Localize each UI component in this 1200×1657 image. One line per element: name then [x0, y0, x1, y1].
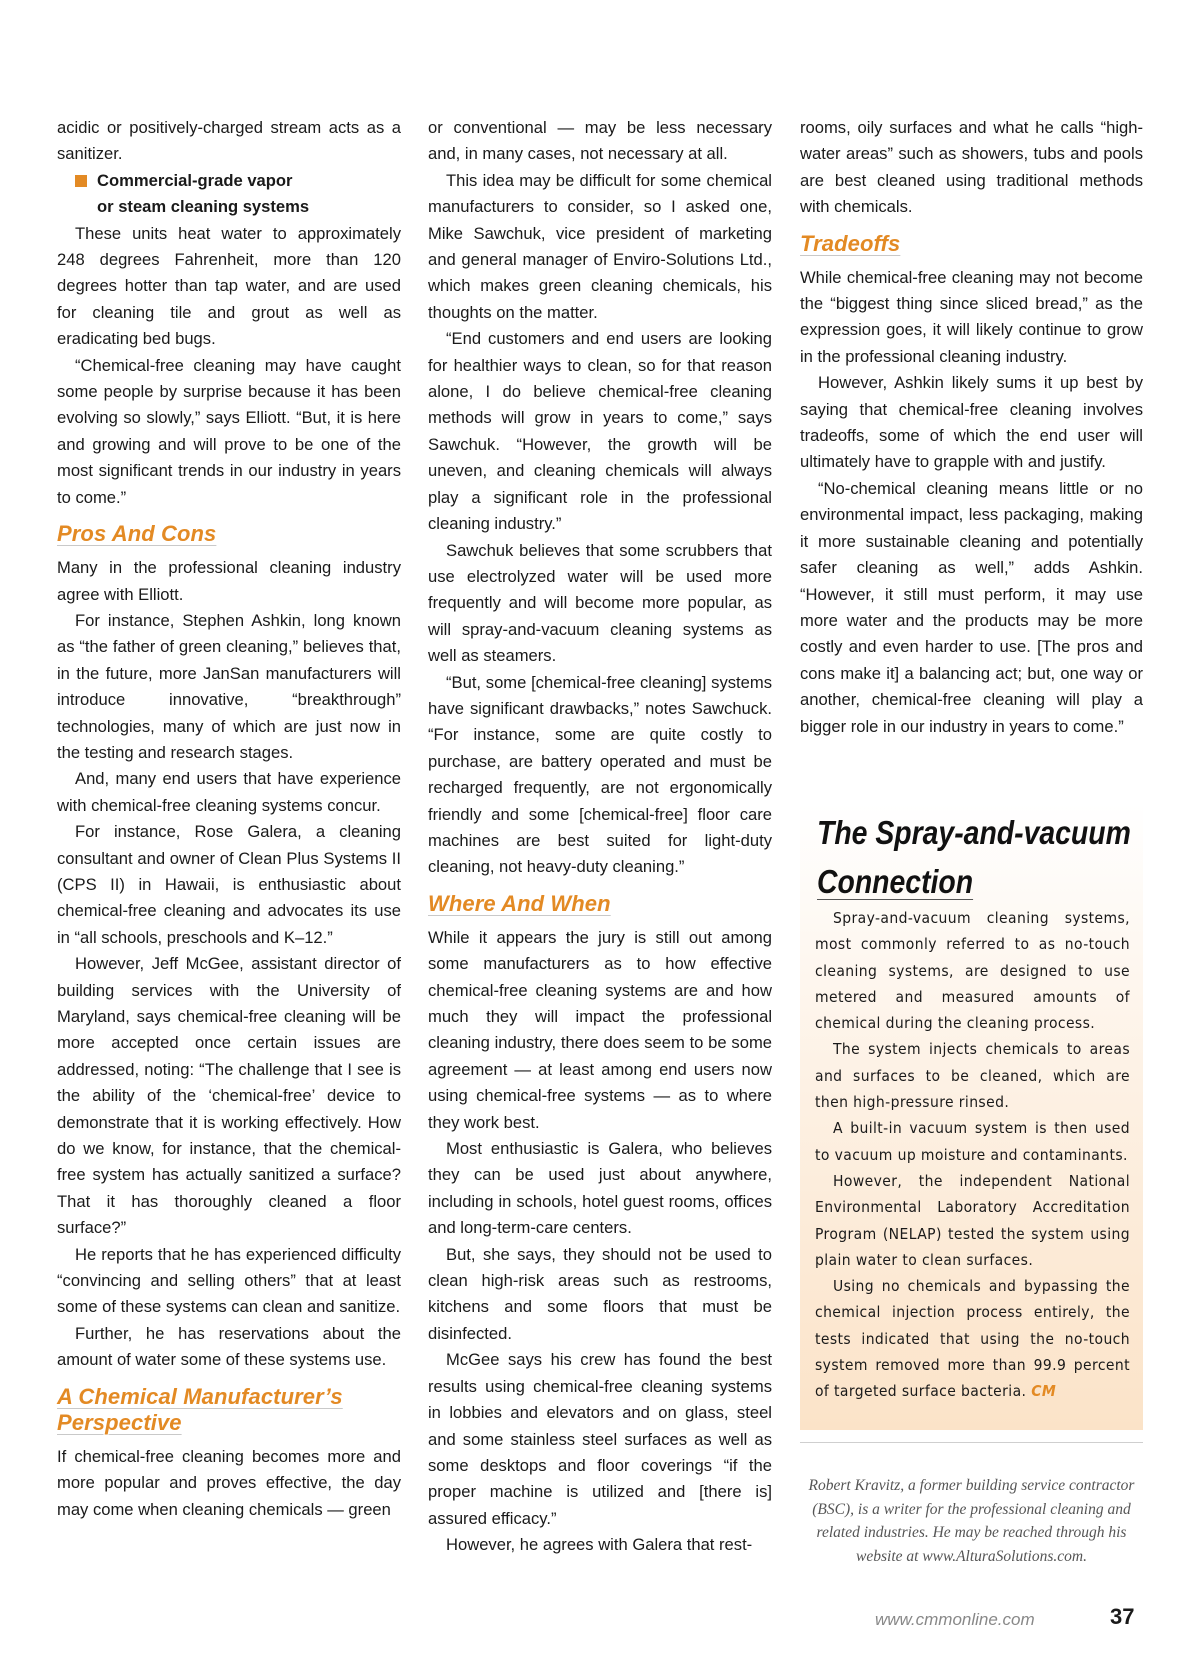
- paragraph: “Chemical-free cleaning may have caught some people by surprise because it has been evolving so slowly,” says Elliott. “But, it is here and growing and will prove to be one of the most significant trends in our industry in years to come.”: [57, 355, 401, 507]
- article-column-3: [800, 115, 1143, 740]
- author-bio: Robert Kravitz, a former building service contractor (BSC), is a writer for the professional cleaning and related industries. He may be reached through his website at www.AlturaSolutions.com.: [808, 1477, 1135, 1565]
- paragraph: These units heat water to approximately 248 degrees Fahrenheit, more than 120 degrees hotter than tap water, and are used for cleaning tile and grout as well as eradicating bed bugs.: [57, 223, 401, 349]
- paragraph: or conventional — may be less necessary and, in many cases, not necessary at all.: [428, 118, 772, 164]
- heading-line-1: A Chemical Manufacturer’s: [57, 1383, 343, 1409]
- paragraph: acidic or positively-charged stream acts as a sanitizer.: [57, 118, 401, 164]
- paragraph: Further, he has reservations about the amount of water some of these systems use.: [57, 1323, 401, 1370]
- paragraph: [815, 1273, 1130, 1404]
- end-mark: CM: [1031, 1382, 1057, 1401]
- paragraph: This idea may be difficult for some chemical manufacturers to consider, so I asked one, Mike Sawchuk, vice president of marketing and general manager of Enviro-Solutions Ltd., which makes green cleaning chemicals, his thoughts on the matter.: [428, 170, 772, 322]
- footer-website: www.cmmonline.com: [875, 1610, 1035, 1629]
- paragraph: However, he agrees with Galera that rest-: [446, 1535, 753, 1555]
- paragraph-text: Using no chemicals and bypassing the chemical injection process entirely, the tests indicated that using the no-touch system removed more than 99.9 percent of targeted surface bacteria.: [815, 1277, 1130, 1401]
- paragraph: While chemical-free cleaning may not become the “biggest thing since sliced bread,” as the expression goes, it will likely continue to grow in the professional cleaning industry.: [800, 267, 1143, 366]
- paragraph: If chemical-free cleaning becomes more and more popular and proves effective, the day may come when cleaning chemicals — green: [57, 1446, 401, 1519]
- paragraph: A built-in vacuum system is then used to vacuum up moisture and contaminants.: [815, 1119, 1130, 1164]
- sidebar-body: [815, 905, 1130, 1405]
- paragraph: “End customers and end users are looking for healthier ways to clean, so for that reason alone, I do believe chemical-free cleaning methods will grow in years to come,” says Sawchuk. “However, the growth will be uneven, and cleaning chemicals will always play a significant role in the professional cleaning industry.”: [428, 329, 772, 534]
- paragraph: He reports that he has experienced difficulty “convincing and selling others” that at least some of these systems can clean and sanitize.: [57, 1244, 401, 1317]
- paragraph: However, Jeff McGee, assistant director of building services with the University of Maryland, says chemical-free cleaning will be more accepted once certain issues are addressed, noting: “The challenge that I see is the ability of the ‘chemical-free’ device to demonstrate that it is working effectively. How do we know, for instance, that the chemical-free system has actually sanitized a surface? That it has thoroughly cleaned a floor surface?”: [57, 954, 401, 1238]
- paragraph: Many in the professional cleaning industry agree with Elliott.: [57, 558, 401, 604]
- page-number: 37: [1110, 1604, 1135, 1629]
- section-heading-where-and-when: Where And When: [428, 890, 611, 916]
- paragraph: “But, some [chemical-free cleaning] systems have significant drawbacks,” notes Sawchuck. “For instance, some are quite costly to purchase, are battery operated and must be recharged frequently, are not ergonomically friendly and some [chemical-free] floor care machines are best suited for light-duty cleaning, not heavy-duty cleaning.”: [428, 672, 772, 877]
- paragraph: rooms, oily surfaces and what he calls “high-water areas” such as showers, tubs and pools are best cleaned using traditional methods with chemicals.: [800, 118, 1143, 217]
- paragraph: Sawchuk believes that some scrubbers that use electrolyzed water will be used more frequently and will become more popular, as will spray-and-vacuum cleaning systems as well as steamers.: [428, 540, 772, 666]
- bullet-item: [57, 168, 401, 221]
- paragraph: However, Ashkin likely sums it up best by saying that chemical-free cleaning involves tradeoffs, some of which the end user will ultimately have to grapple with and justify.: [800, 373, 1143, 472]
- paragraph: While it appears the jury is still out among some manufacturers as to how effective chemical-free cleaning systems are and how much they will impact the professional cleaning industry, there does seem to be some agreement — at least among end users now using chemical-free systems — as to where they work best.: [428, 927, 772, 1132]
- divider: [800, 1442, 1143, 1443]
- article-column-1: [57, 115, 401, 1523]
- paragraph: And, many end users that have experience with chemical-free cleaning systems concur.: [57, 769, 401, 815]
- section-heading-tradeoffs: Tradeoffs: [800, 230, 901, 256]
- square-bullet-icon: [75, 175, 87, 187]
- paragraph: But, she says, they should not be used to clean high-risk areas such as restrooms, kitchens and some floors that must be disinfected.: [428, 1244, 772, 1343]
- paragraph: Most enthusiastic is Galera, who believes they can be used just about anywhere, including in schools, hotel guest rooms, offices and long-term-care centers.: [428, 1139, 772, 1238]
- sidebar-title-line-2: Connection: [817, 863, 974, 900]
- sidebar-title-line-1: The Spray-and-vacuum: [817, 814, 1131, 851]
- heading-line-2: Perspective: [57, 1409, 182, 1435]
- paragraph: McGee says his crew has found the best results using chemical-free cleaning systems in lobbies and elevators and on glass, steel and some stainless steel surfaces as well as some desktops and floor coverings “if the proper machine is utilized and [there is] assured efficacy.”: [428, 1350, 772, 1528]
- section-heading-pros-and-cons: Pros And Cons: [57, 521, 217, 547]
- paragraph: For instance, Stephen Ashkin, long known as “the father of green cleaning,” believes that, in the future, more JanSan manufacturers will introduce innovative, “breakthrough” technologies, many of which are just now in the testing and research stages.: [57, 610, 401, 762]
- paragraph: However, the independent National Environmental Laboratory Accreditation Program (NELAP) tested the system using plain water to clean surfaces.: [815, 1171, 1130, 1269]
- section-heading-chemical-manufacturer: [57, 1384, 401, 1436]
- paragraph: “No-chemical cleaning means little or no environmental impact, less packaging, making it more sustainable cleaning and potentially safer cleaning as well,” adds Ashkin. “However, it still must perform, it may use more water and the products may be more costly and even harder to use. [The pros and cons make it] a balancing act; but, one way or another, chemical-free cleaning will play a bigger role in our industry in years to come.”: [800, 478, 1143, 736]
- bullet-heading-line-2: or steam cleaning systems: [97, 197, 310, 217]
- sidebar-title: [817, 808, 1131, 906]
- paragraph: For instance, Rose Galera, a cleaning consultant and owner of Clean Plus Systems II (CPS II) in Hawaii, is enthusiastic about chemical-free cleaning and advocates its use in “all schools, preschools and K–12.”: [57, 822, 401, 947]
- paragraph: The system injects chemicals to areas and surfaces to be cleaned, which are then high-pressure rinsed.: [815, 1040, 1130, 1112]
- paragraph: Spray-and-vacuum cleaning systems, most commonly referred to as no-touch cleaning systems, are designed to use metered and measured amounts of chemical during the cleaning process.: [815, 909, 1130, 1033]
- bullet-heading-line-1: Commercial-grade vapor: [97, 170, 293, 190]
- article-column-2: [428, 115, 772, 1559]
